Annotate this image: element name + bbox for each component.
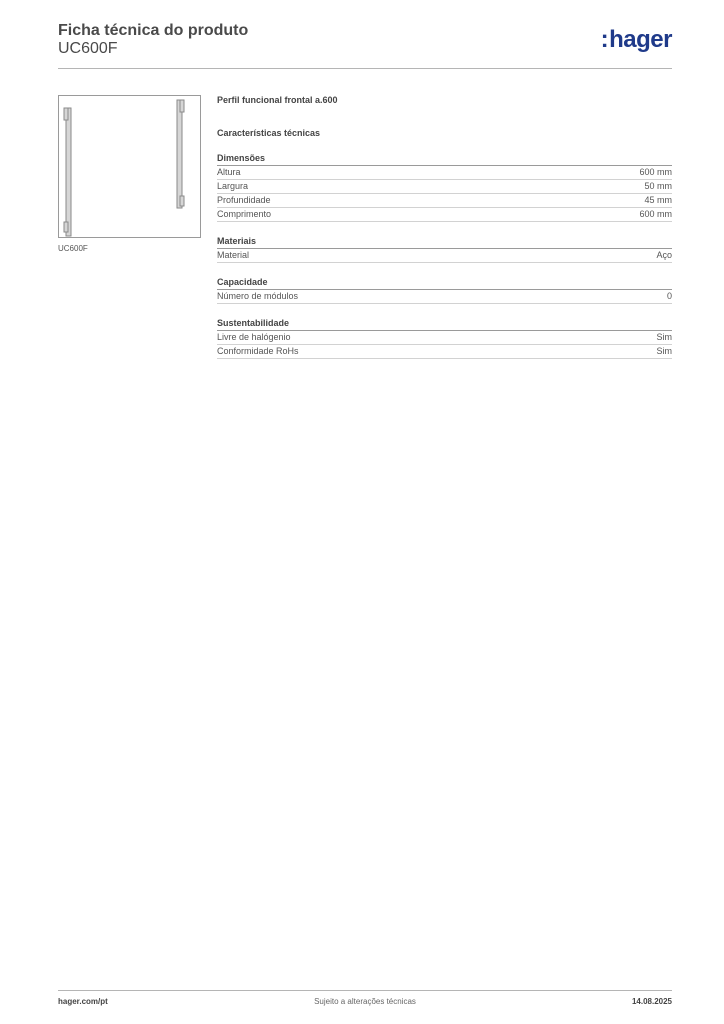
spec-row — [217, 345, 672, 359]
spec-row — [217, 290, 672, 304]
product-details — [217, 95, 672, 359]
spec-label: Número de módulos — [217, 291, 299, 301]
group-sustainability — [217, 318, 672, 359]
website-link[interactable]: hager.com/pt — [58, 997, 108, 1006]
spec-label: Material — [217, 250, 250, 260]
spec-label: Largura — [217, 181, 249, 191]
group-capacity — [217, 277, 672, 304]
spec-label: Conformidade RoHs — [217, 346, 299, 356]
footer-date: 14.08.2025 — [631, 997, 672, 1006]
footer-divider — [58, 990, 672, 991]
spec-row — [217, 194, 672, 208]
group-dimensions — [217, 153, 672, 222]
spec-label: Comprimento — [217, 209, 272, 219]
spec-value: 600 mm — [639, 209, 672, 219]
header-divider — [58, 68, 672, 69]
product-image — [58, 95, 201, 238]
hager-logo: :hager — [600, 26, 672, 53]
spec-label: Profundidade — [217, 195, 271, 205]
spec-row — [217, 331, 672, 345]
group-title: Materiais — [217, 236, 672, 249]
footer-notice: Sujeito a alterações técnicas — [314, 997, 416, 1006]
page-header — [58, 20, 672, 68]
profile-rails-illustration — [59, 96, 200, 237]
technical-characteristics-heading: Características técnicas — [217, 128, 321, 138]
spec-row — [217, 166, 672, 180]
spec-row — [217, 180, 672, 194]
spec-value: 600 mm — [639, 167, 672, 177]
spec-value: 50 mm — [644, 181, 672, 191]
spec-value: 0 — [666, 291, 672, 301]
product-name: Perfil funcional frontal a.600 — [217, 95, 338, 105]
group-materials — [217, 236, 672, 263]
spec-value: Sim — [656, 346, 672, 356]
image-caption: UC600F — [58, 244, 88, 253]
page-title: Ficha técnica do produto — [58, 22, 249, 39]
spec-value: 45 mm — [644, 195, 672, 205]
spec-label: Altura — [217, 167, 241, 177]
group-title: Capacidade — [217, 277, 672, 290]
spec-value: Sim — [656, 332, 672, 342]
spec-row — [217, 208, 672, 222]
spec-label: Livre de halógenio — [217, 332, 291, 342]
product-code: UC600F — [58, 40, 118, 57]
spec-row — [217, 249, 672, 263]
logo-text: hager — [609, 26, 672, 53]
group-title: Dimensões — [217, 153, 672, 166]
group-title: Sustentabilidade — [217, 318, 672, 331]
spec-value: Aço — [656, 250, 672, 260]
